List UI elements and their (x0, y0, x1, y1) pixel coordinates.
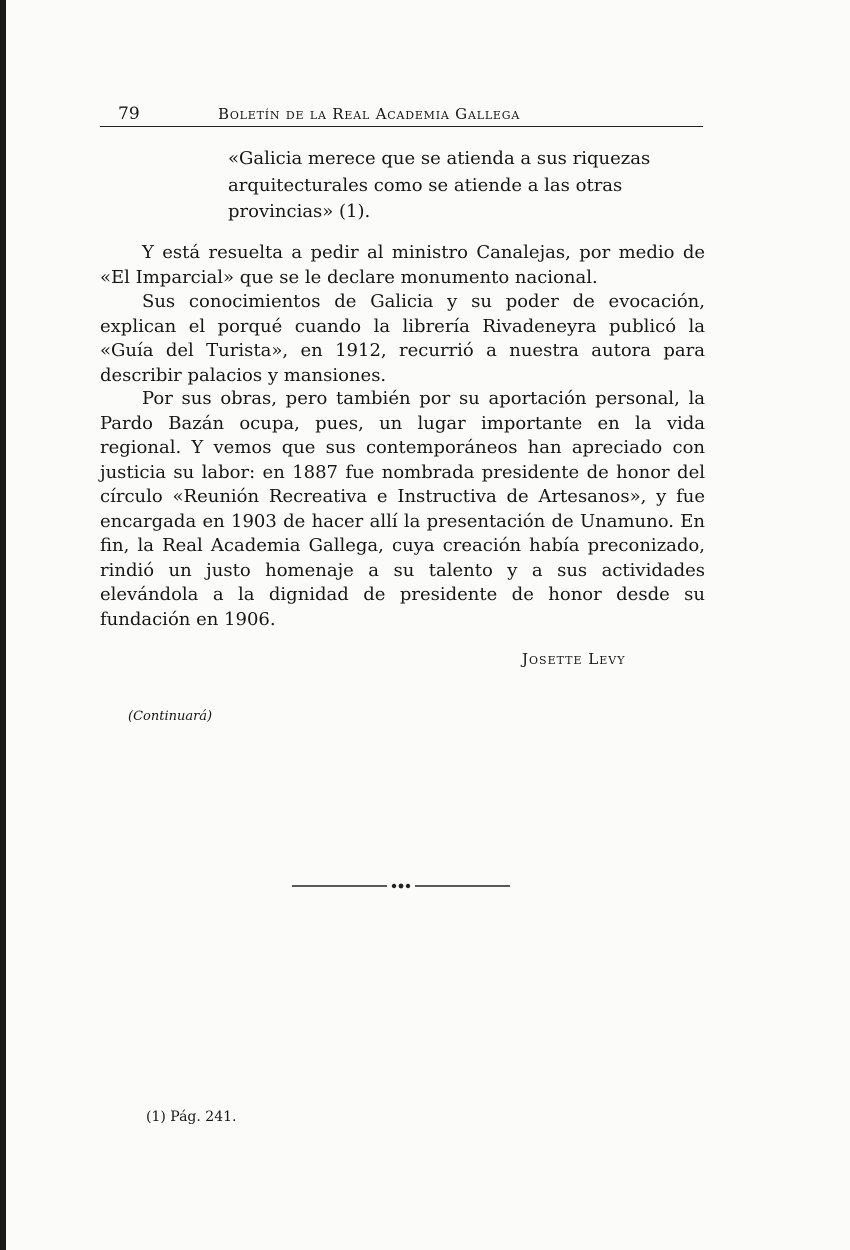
footnote: (1) Pág. 241. (146, 1109, 237, 1125)
ornament-dot-center (399, 884, 404, 889)
author-signature: Josette Levy (522, 650, 626, 668)
paragraph-vida-regional: Por sus obras, pero también por su aportación personal, la Pardo Bazán ocupa, pues, un lugar importante en la vida regional. Y vemos que sus contemporáneos han apreciado con justicia su labor: en 1887 fue nombrada presidente de honor del círculo «Reunión Recreativa e Instructiva de Artesanos», y fue encargada en 1903 de hacer allí la presentación de Unamuno. En fin, la Real Academia Gallega, cuya creación había preconizado, rindió un justo homenaje a su talento y a sus actividades elevándola a la dignidad de presidente de honor desde su fundación en 1906. (100, 388, 705, 630)
ornament-dot-right (406, 884, 410, 888)
ornament-divider (292, 878, 510, 894)
continuation-note: (Continuará) (128, 709, 213, 724)
paragraph-canalejas: Y está resuelta a pedir al ministro Canalejas, por medio de «El Imparcial» que se le declare monumento nacional. (100, 242, 705, 288)
journal-title: Boletín de la Real Academia Gallega (218, 105, 521, 123)
page-number: 79 (118, 104, 140, 124)
paragraph-guia-del-turista: Sus conocimientos de Galicia y su poder de evocación, explican el porqué cuando la librería Rivadeneyra publicó la «Guía del Turista», en 1912, recurrió a nuestra autora para describir palacios y mansiones. (100, 291, 705, 386)
block-quote: «Galicia merece que se atienda a sus riquezas arquitecturales como se atiende a las otras provincias» (1). (228, 148, 651, 222)
scan-edge (0, 0, 6, 1250)
ornament-dot-left (392, 884, 396, 888)
running-header (100, 100, 703, 127)
